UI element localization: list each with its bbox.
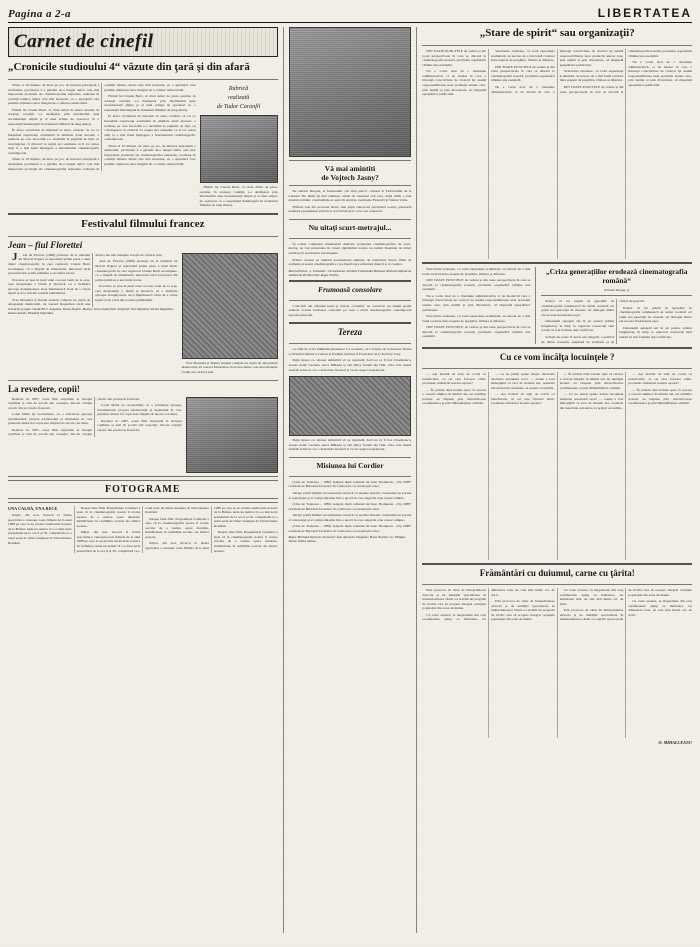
center-top-photo (289, 27, 412, 157)
lead-article-text: Situat la 10 minute, de mers pe jos, de intrarea principală a studioului, pavilionul 4 a găzduit de-a lungul anilor cele mai importante producţii ale cinematografiei naţionale, realizate în condiţii tehnice dintre cele mai moderne, cu o aparatură care permite obţinerea unor imagini de o calitate remarcabilă. Filmul lui Claude Berri, al cărui debut de pizza rezultat, în aceleaşi condiţii, s-a desfăşurat prin intermediul unei documentaţii ample şi al unei echipe de operatori cu o experienţă îndelungată în domeniul filmului de lung metraj. În afara circuitului de inţionali se situa, evident, cu tot ce înseamnă experienţa acumulată în ultimele două decenii, o realitate pe care încercăm s-o analizăm în paginile de faţă, cu convingerea că cititorul va regăsi aici elemente ce îi vor putea sluji la o mai bună înţelegere a fenomenului cinematografic contemporan. Situat la 10 minute, de mers pe jos, de intrarea principală a studioului, pavilionul 4 a găzduit de-a lungul anilor cele mai importante producţii ale cinematografiei naţionale, realizate în condiţii tehnice dintre cele mai moderne, cu o aparatură care permite obţinerea unor imagini de o calitate remarcabilă. Filmul lui Claude Berri, al cărui debut de pizza rezultat, în aceleaşi condiţii, s-a desfăşurat prin intermediul unei documentaţii ample şi al unei echipe de operatori cu o experienţă îndelungată în domeniul filmului de lung metraj. În afara circuitului de inţionali se situa, evident, cu tot ce înseamnă experienţa acumulată în ultimele două decenii, o realitate pe care încercăm s-o analizăm în paginile de faţă, cu convingerea că cititorul va regăsi aici elemente ce îi vor putea sluji la o mai bună înţelegere a fenomenului cinematografic contemporan. Situat la 10 minute, de mers pe jos, de intrarea principală a studioului, pavilionul 4 a găzduit de-a lungul anilor cele mai importante producţii ale cinematografiei naţionale, realizate în condiţii tehnice dintre cele mai moderne, cu o aparatură care permite obţinerea unor imagini de o calitate remarcabilă. (8, 83, 196, 171)
stare-headline: „Stare de spirit“ sau organizaţii? (479, 27, 635, 39)
lead-headline: „Cronicile studioului 4“ văzute din ţară şi din afară (8, 61, 250, 73)
jean-headline: Jean – fiul Florettei (8, 239, 83, 250)
cordier-credits: Regia: Bertrand Tavernier. Scenariul: Jean Aurenche. Imaginea: Bruno Nuytten. Cu: Philippe Noiret, Sabine Azema. (288, 535, 406, 544)
tereza-text-cont: Puţin lipsea ca, uitarea definitivă să ne cuprindă, dacă nu ar fi fost Cinemateca, Aceste două, Luciana, Anca Mihaela şi alţi câţiva fotomi din film, către care tinerii cinefili se întorc cu o curiozitate firească şi cu un respect neprefecut. (288, 438, 412, 452)
criza-continuation: (Urmare din pag. 1) (604, 288, 630, 292)
tereza-photo (289, 376, 412, 436)
fotograme-text: UNA CALDĂ, UNA RECE Iniţiat, din nou, încercă la ferma spectrului a cunoaşte toate filmele de la anul 1988 pe care le-au produs studiourile noastre de la Buftea, unde nu numai că s-a rulat seria prezentării de la ora 9 şi 30, completată cu o nouă serie de titluri anunţate de Televiziunea Română. Despre bine film, Preşedintele Comisiei a spus că la cinematograful nostru îi revine sarcina de a realiza opere durabile, înrădăcinate în realităţile sociale ale zilelor noastre. Iniţiat, din nou, încercă la ferma spectrului a cunoaşte toate filmele de la anul 1988 pe care le-au produs studiourile noastre de la Buftea, unde nu numai că s-a rulat seria prezentării de la ora 9 şi 30, completată cu o nouă serie de titluri anunţate de Televiziunea Română. Despre bine film, Preşedintele Comisiei a spus că la cinematograful nostru îi revine sarcina de a realiza opere durabile, înrădăcinate în realităţile sociale ale zilelor noastre. Iniţiat, din nou, încercă la ferma spectrului a cunoaşte toate filmele de la anul 1988 pe care le-au produs studiourile noastre de la Buftea, unde nu numai că s-a rulat seria prezentării de la ora 9 şi 30, completată cu o nouă serie de titluri anunţate de Televiziunea Română. Despre bine film, Preşedintele Comisiei a spus că la cinematograful nostru îi revine sarcina de a realiza opere durabile, înrădăcinate în realităţile sociale ale zilelor noastre. (8, 505, 278, 553)
fotograme-title: FOTOGRAME (105, 483, 181, 495)
frumoasa-text: Colectivă din sfârşitul lunii şi revista „Cinema“ au consacrat un amplu spaţiu analizei acestei frumoase consolări pe care o oferă cinematograful contemporan spectatorului său. (288, 303, 412, 317)
column-center (289, 27, 412, 933)
incaltam-headline: Cu ce vom încălţa locuinţele ? (499, 352, 615, 363)
stare-text: DIN TOATE PUNCTELE de vedere şi din toate perspectivele în care se discută la cinematografia noastră, problema organizării rămâne una esenţială. Nu e vorba doar de o chestiune administrativă, ci de modul în care o întreagă colectivitate de creatori îşi asumă responsabilitatea unei producţii anuale care, prin număr şi prin diversitate, să răspundă aşteptărilor publicului. Structurile existente, cu toată experienţa acumulată, au nevoie de o mai bună corelare între etapele de pregătire, filmare şi difuzare. DIN TOATE PUNCTELE de vedere şi din toate perspectivele în care se discută la cinematografia noastră, problema organizării rămâne una esenţială. Nu e vorba doar de o chestiune administrativă, ci de modul în care o întreagă colectivitate de creatori îşi asumă responsabilitatea unei producţii anuale care, prin număr şi prin diversitate, să răspundă aşteptărilor publicului. Structurile existente, cu toată experienţa acumulată, au nevoie de o mai bună corelare între etapele de pregătire, filmare şi difuzare. DIN TOATE PUNCTELE de vedere şi din toate perspectivele în care se discută la cinematografia noastră, problema organizării rămâne una esenţială. Nu e vorba doar de o chestiune administrativă, ci de modul în care o întreagă colectivitate de creatori îşi asumă responsabilitatea unei producţii anuale care, prin număr şi prin diversitate, să răspundă aşteptărilor publicului. (422, 49, 692, 97)
incaltam-text: — Aşi hotărât să staţi de vorbă cu beneficiarii, cu cei care folosesc zilnic produsele industriei noastre uşoare? — În primul rând trebuie spus că cererea a crescut simţitor în ultimii ani, iar unităţile noastre au răspuns prin diversificarea sortimentelor şi prin îmbunătăţirea calităţii. — Ce ne puteţi spune despre modelele destinate sezonului rece? — Gama a fost îmbogăţită cu zeci de modele noi, realizate din materiale rezistente, la preţuri accesibile. — Aşi hotărât să staţi de vorbă cu beneficiarii, cu cei care folosesc zilnic produsele industriei noastre uşoare? — În primul rând trebuie spus că cererea a crescut simţitor în ultimii ani, iar unităţile noastre au răspuns prin diversificarea sortimentelor şi prin îmbunătăţirea calităţii. — Ce ne puteţi spune despre modelele destinate sezonului rece? — Gama a fost îmbogăţită cu zeci de modele noi, realizate din materiale rezistente, la preţuri accesibile. — Aşi hotărât să staţi de vorbă cu beneficiarii, cu cei care folosesc zilnic produsele industriei noastre uşoare? — În primul rând trebuie spus că cererea a crescut simţitor în ultimii ani, iar unităţile noastre au răspuns prin diversificarea sortimentelor şi prin îmbunătăţirea calităţii. (422, 372, 692, 411)
framantari-headline: Frământări cu duiumul, carne cu ţârita! (479, 568, 635, 579)
criza-side-text: Structurile existente, cu toată experienţa acumulată, au nevoie de o mai bună corelare între etapele de pregătire, filmare şi difuzare. DIN TOATE PUNCTELE de vedere şi din toate perspectivele în care se discută la cinematografia noastră, problema organizării rămâne una esenţială. Nu e vorba doar de o chestiune administrativă, ci de modul în care o întreagă colectivitate de creatori îşi asumă responsabilitatea unei producţii anuale care, prin număr şi prin diversitate, să răspundă aşteptărilor publicului. Structurile existente, cu toată experienţa acumulată, au nevoie de o mai bună corelare între etapele de pregătire, filmare şi difuzare. DIN TOATE PUNCTELE de vedere şi din toate perspectivele în care se discută la cinematografia noastră, problema organizării rămâne una esenţială. (422, 267, 531, 339)
festival-headline: Festivalul filmului francez (81, 217, 205, 230)
article-signature: O. MIHALCEANU (658, 740, 692, 746)
column-rule-2 (416, 27, 417, 933)
masthead (8, 6, 692, 23)
scurt-text: În cadrul complexei manifestări dedicate producţiei cinematografice de scurt-metraj, au fost prezentate în cursul săptămânii trecute un număr însemnat de titluri realizate în studiourile bucureştene. Printre acestea se numără documentare semnate de realizatori tineri, filme de animatie şi eseuri cinematografice care înşală spre universul muncii şi al creaţiei. (288, 241, 412, 267)
amintiti-headline: Vă mai amintiti de Vojtech Jasny? (321, 164, 379, 182)
jean-credits: Scenariul şi regia: Claude Berri. Imaginea: Bruno Nuytten. Muzica: Jean-Claude Petit. Interpreţi: Yves Montand, Gérard Depardieu, Daniel Auteuil, Elisabeth Depardieu. (8, 307, 174, 316)
revedere-photo (186, 397, 278, 473)
page-label: Pagina a 2-a (8, 8, 71, 20)
jean-article-text: Jean de Florette (1986) porneşte de la romanul lui Marcel Pagnol şi reprezintă prima parte a unui diptic cinematografic în care regizorul Claude Berri recompune, cu o migală de miniaturist, universul rural provensal din prima jumătate a secolului trecut. Povestea se ţese în jurul unui cocosat venit de la oraş, care moşteneşte o fermă şi încearcă, cu o îndârjire aproape donquijoteşti, să-şi împlinească visul de a creşte iepuri şi de a trăi din roadele pământului. Yves Montand şi Daniel Auteuil compun un cuplu de antagonişti memorabil, iar Gerard Depardieu oferă una dintre cele mai nuanţate creaţii ale carierei sale. Jean de Florette (1986) porneşte de la romanul lui Marcel Pagnol şi reprezintă prima parte a unui diptic cinematografic în care regizorul Claude Berri recompune, cu o migală de miniaturist, universul rural provensal din prima jumătate a secolului trecut. Povestea se ţese în jurul unui cocosat venit de la oraş, care moşteneşte o fermă şi încearcă, cu o îndârjire aproape donquijoteşti, să-şi împlinească visul de a creşte iepuri şi de a trăi din roadele pământului. (8, 250, 178, 307)
revedere-headline: La revedere, copii! (8, 383, 80, 394)
cordier-text: (Cine de Toulouse – 1985) Adaptat după romanul lui Jean Thompson. „Tip 1988“ realizată de Bertrand Tavernier în colaborare cu scenariştii casei. Intriga polită îmbină reconstituirea istorică cu analiza morală, construind un portret al rezistenţei şi al compromisului într-o epocă în care alegerile erau rareori simple. (Cine de Toulouse – 1985) Adaptat după romanul lui Jean Thompson. „Tip 1988“ realizată de Bertrand Tavernier în colaborare cu scenariştii casei. Intriga polită îmbină reconstituirea istorică cu analiza morală, construind un portret al rezistenţei şi al compromisului într-o epocă în care alegerile erau rareori simple. (Cine de Toulouse – 1985) Adaptat după romanul lui Jean Thompson. „Tip 1988“ realizată de Bertrand Tavernier în colaborare cu scenariştii casei. (288, 479, 412, 533)
criza-text: Pentru că nu putem să ignorăm: în cinematografia românească de astăzi coexistă cel puţin trei generaţii de cineasti, iar dialogul dintre ele nu este întotdeauna uşor. Debutanţii aşteaptă ani în şir pentru primul lungmetraj, în timp ce regizorii consacraţi sunt tentaţi să reia formule deja verificate. Soluţia nu poate fi decât una singură: o politică de debut coerentă, susţinută de studiouri şi de critică deopotrivă. Pentru că nu putem să ignorăm: în cinematografia românească de astăzi coexistă cel puţin trei generaţii de cineasti, iar dialogul dintre ele nu este întotdeauna uşor. Debutanţii aşteaptă ani în şir pentru primul lungmetraj, în timp ce regizorii consacraţi sunt tentaţi să reia formule deja verificate. (541, 299, 692, 344)
revedere-article-text: Realizat în 1987, acest film surprinde la început copilăria şi anii de şcoală sub ocupaţie, într-un colegiu catolic din provincia franceză. Louis Malle îşi reconstituie, cu o sobrietate aproape documentară, propria adolescenţă şi momentul în care prietenia dintre doi copii este sfâşiată de istoria cea mare. Realizat în 1987, acest film surprinde la început copilăria şi anii de şcoală sub ocupaţie, într-un colegiu catolic din provincia franceză. Louis Malle îşi reconstituie, cu o sobrietate aproape documentară, propria adolescenţă şi momentul în care prietenia dintre doi copii este sfâşiată de istoria cea mare. Realizat în 1987, acest film surprinde la început copilăria şi anii de şcoală sub ocupaţie, într-un colegiu catolic din provincia franceză. (8, 396, 182, 437)
lead-photo (200, 115, 278, 183)
framantari-text: Prin protocoa de chiar de întreprinderea Avicola şi de unităţile specializate în industrializarea cărnii s-a stabilit un program de livrări care să acopere integral cerinţele populaţiei din zona de munte. Cu toate acestea, la magazinele din oraş sortimentele ajung cu întârziere, iar ambalarea lasă, de cele mai multe ori, de dorit. Prin protocoa de chiar de întreprinderea Avicola şi de unităţile specializate în industrializarea cărnii s-a stabilit un program de livrări care să acopere integral cerinţele populaţiei din zona de munte. Cu toate acestea, la magazinele din oraş sortimentele ajung cu întârziere, iar ambalarea lasă, de cele mai multe ori, de dorit. Prin protocoa de chiar de întreprinderea Avicola şi de unităţile specializate în industrializarea cărnii s-a stabilit un program de livrări care să acopere integral cerinţele populaţiei din zona de munte. Cu toate acestea, la magazinele din oraş sortimentele ajung cu întârziere, iar ambalarea lasă, de cele mai multe ori, de dorit. (422, 588, 692, 622)
carnet-banner (8, 27, 278, 57)
column-left: Carnet de cinefil „Cronicile studioului 4“ văzute din ţară şi din afară Situat la 10 minute, de mers pe jos, de intrarea principală a studioului, pavilionul 4 a găzduit de-a lungul anilor cele mai importante producţii ale cinematografiei naţionale, realizate în condiţii tehnice dintre cele mai moderne, cu o aparatură care permite obţinerea unor imagini de o calitate remarcabilă. Filmul lui Claude Berri, al cărui debut de pizza rezultat, în aceleaşi condiţii, s-a desfăşurat prin intermediul unei documentaţii ample şi al unei echipe de operatori cu o experienţă îndelungată în domeniul filmului de lung metraj. În afara circuitului de inţionali se situa, evident, cu tot ce înseamnă experienţa acumulată în ultimele două decenii, o realitate pe care încercăm s-o analizăm în paginile de faţă, cu convingerea că cititorul va regăsi aici elemente ce îi vor putea sluji la o mai bună înţelegere a fenomenului cinematografic contemporan. Situat la 10 minute, de mers pe jos, de intrarea principală a studioului, pavilionul 4 a găzduit de-a lungul anilor cele mai importante producţii ale cinematografiei naţionale, realizate în condiţii tehnice dintre cele mai moderne, cu o aparatură care permite obţinerea unor imagini de o calitate remarcabilă. Filmul lui Claude Berri, al cărui debut de pizza rezultat, în aceleaşi condiţii, s-a desfăşurat prin intermediul unei documentaţii ample şi al unei echipe de operatori cu o experienţă îndelungată în domeniul filmului de lung metraj. În afara circuitului de inţionali se situa, evident, cu tot ce înseamnă experienţa acumulată în ultimele două decenii, o realitate pe care încercăm s-o analizăm în paginile de faţă, cu convingerea că cititorul va regăsi aici elemente ce îi vor putea sluji la o mai bună înţelegere a fenomenului cinematografic contemporan. Situat la 10 minute, de mers pe jos, de intrarea principală a studioului, pavilionul 4 a găzduit de-a lungul anilor cele mai importante producţii ale cinematografiei naţionale, realizate în condiţii tehnice dintre cele mai moderne, cu o aparatură care permite obţinerea unor imagini de o calitate remarcabilă. Rubrică realizată de Tudor Caranfil Filmul lui Claude Berri, al cărui debut de pizza rezultat, în aceleaşi condiţii, s-a desfăşurat prin intermediul unei documentaţii ample şi al unei echipe de operatori cu o experienţă îndelungată în domeniul filmului de lung metraj. Festivalul filmului francez Jean – fiul Florettei Jean de Florette (1986) porneşte de la romanul lui Marcel Pagnol şi reprezintă prima parte a unui diptic cinematografic în care regizorul Claude Berri recompune, cu o migală de miniaturist, universul rural provensal din prima jumătate a secolului trecut. Povestea se ţese în jurul unui cocosat venit de la oraş, care moşteneşte o fermă şi încearcă, cu o îndârjire aproape donquijoteşti, să-şi împlinească visul de a creşte iepuri şi de a trăi din roadele pământului. Yves Montand şi Daniel Auteuil compun un cuplu de antagonişti memorabil, iar Gerard Depardieu oferă una dintre cele mai nuanţate creaţii ale carierei sale. Jean de Florette (1986) porneşte de la romanul lui Marcel Pagnol şi reprezintă prima parte a unui diptic cinematografic în care regizorul Claude Berri recompune, cu o migală de miniaturist, universul rural provensal din prima jumătate a secolului trecut. Povestea se ţese în jurul unui cocosat venit de la oraş, care moşteneşte o fermă şi încearcă, cu o îndârjire aproape donquijoteşti, să-şi împlinească visul de a creşte iepuri şi de a trăi din roadele pământului. Scenariul şi regia: Claude Berri. Imaginea: Bruno Nuytten. Muzica: Jean-Claude Petit. Interpreţi: Yves Montand, Gérard Depardieu, Daniel Auteuil, Elisabeth Depardieu. Yves Montand şi Daniel Auteuil compun un cuplu de antagonişti memorabil, iar Gerard Depardieu oferă una dintre cele mai nuanţate creaţii ale carierei sale. La revedere, copii! Realizat în 1987, acest film surprinde la început copilăria şi anii de şcoală sub ocupaţie, într-un colegiu catolic din provincia franceză. Louis Malle îşi reconstituie, cu o sobrietate aproape documentară, propria adolescenţă şi momentul în care prietenia dintre doi copii este sfâşiată de istoria cea mare. Realizat în 1987, acest film surprinde la început copilăria şi anii de şcoală sub ocupaţie, într-un colegiu catolic din provincia franceză. Louis Malle îşi reconstituie, cu o sobrietate aproape documentară, propria adolescenţă şi momentul în care prietenia dintre doi copii este sfâşiată de istoria cea mare. Realizat în 1987, acest film surprinde la început copilăria şi anii de şcoală sub ocupaţie, într-un colegiu catolic din provincia franceză. FOTOGRAME UNA CALDĂ, UNA RECE Iniţiat, din nou, încercă la ferma spectrului a cunoaşte toate filmele de la anul 1988 pe care le-au produs studiourile noastre de la Buftea, unde nu numai că s-a rulat seria prezentării de la ora 9 şi 30, completată cu o nouă serie de titluri anunţate de Televiziunea Română. Despre bine film, Preşedintele Comisiei a spus că la cinematograful nostru îi revine sarcina de a realiza opere durabile, înrădăcinate în realităţile sociale ale zilelor noastre. Iniţiat, din nou, încercă la ferma spectrului a cunoaşte toate filmele de la anul 1988 pe care le-au produs studiourile noastre de la Buftea, unde nu numai că s-a rulat seria prezentării de la ora 9 şi 30, completată cu o nouă serie de titluri anunţate de Televiziunea Română. Despre bine film, Preşedintele Comisiei a spus că la cinematograful nostru îi revine sarcina de a realiza opere durabile, înrădăcinate în realităţile sociale ale zilelor noastre. Iniţiat, din nou, încercă la ferma spectrului a cunoaşte toate filmele de la anul 1988 pe care le-au produs studiourile noastre de la Buftea, unde nu numai că s-a rulat seria prezentării de la ora 9 şi 30, completată cu o nouă serie de titluri anunţate de Televiziunea Română. Despre bine film, Preşedintele Comisiei a spus că la cinematograful nostru îi revine sarcina de a realiza opere durabile, înrădăcinate în realităţile sociale ale zilelor noastre. (8, 27, 278, 933)
publication-title: LIBERTATEA (597, 6, 692, 20)
page-grid (8, 27, 692, 933)
amintiti-text: De autorul Dreptei, al frumosului „Să vină pisica“, laureat al Festivalului de la Cannes? Nu mulţi îşi mai amintesc astăzi de cineastul ceh care, după 1968, a luat drumul exilului, continuându-şi opera în Austria, Germania Federală şi Statele Unite. Filmele sale din perioada târzie, mai puţin cunoscute publicului nostru, păstrează neatinsă prospeţimea privirii şi acel lirism grav care l-au consacrat. (288, 189, 412, 214)
column-right (422, 27, 692, 933)
scurt-headline: Nu uitaţi scurt-metrajul... (308, 222, 392, 232)
tereza-headline: Tereza (337, 327, 363, 338)
cordier-headline: Misiunea lui Cordier (316, 460, 384, 470)
carnet-banner-title: Carnet de cinefil (14, 31, 154, 52)
jean-photo (182, 253, 278, 359)
frumoasa-headline: Frumoasă consolare (318, 284, 382, 294)
rubrica-credit: Rubrică realizată de Tudor Caranfil (216, 86, 261, 110)
criza-headline: „Criza generaţiilor erodează cinematografia română“ (545, 267, 688, 285)
scurt-credits: Marcia Premiu „J. Festivalul“. De asemenea: Premiile Festivalului Naţional, distincţii obţinute de studiourile din Bucureşti, Regia Onofrei. (288, 268, 412, 277)
tereza-text: Ce film de scurt luminăm miniatura! Ca scenariu, cu Cornelia de Cantitoare Doina ce Premiul Iuliana a Cannes şi Premiul Juriului la Festivalul de la Karlovy Vary. Puţin lipsea ca, uitarea definitivă să ne cuprindă, dacă nu ar fi fost Cinemateca, Aceste două, Luciana, Anca Mihaela şi alţi câţiva fotomi din film, către care tinerii cinefili se întorc cu o curiozitate firească şi cu un respect neprefecut. (288, 347, 412, 372)
column-rule-1 (283, 27, 284, 933)
